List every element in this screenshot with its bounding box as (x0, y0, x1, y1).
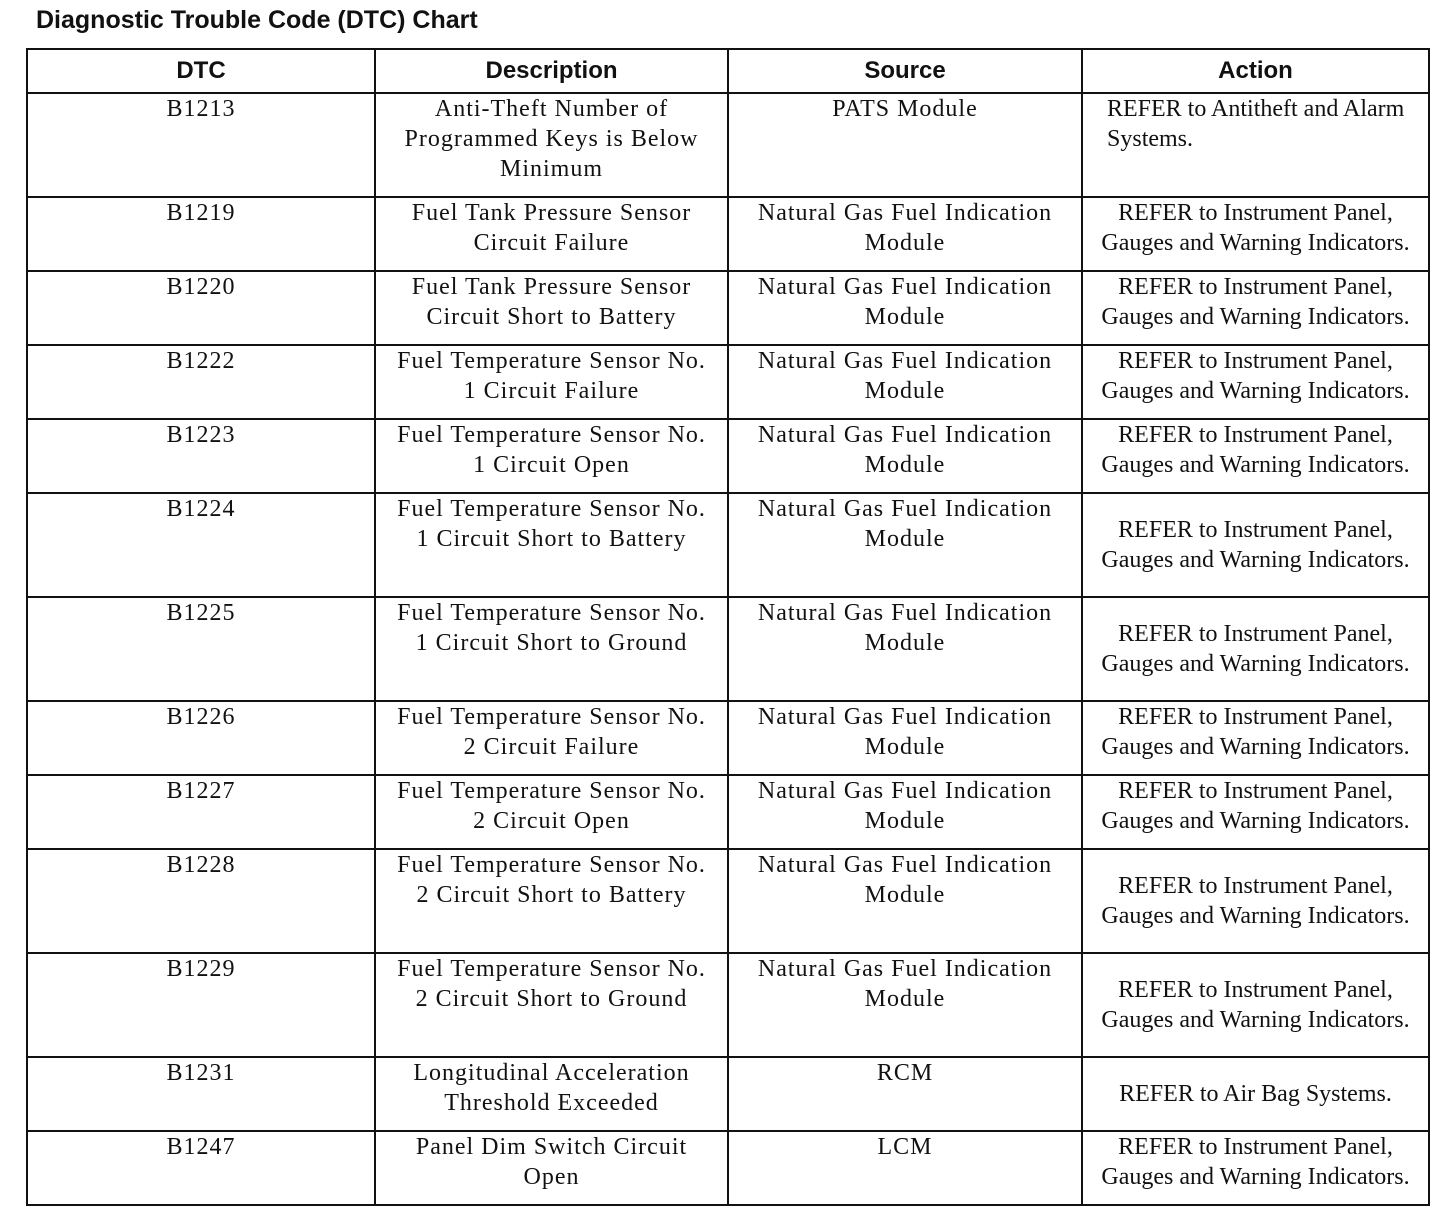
description-text: Fuel Temperature Sensor No. 1 Circuit Open (397, 422, 706, 478)
source-text: Natural Gas Fuel Indication Module (757, 422, 1053, 478)
action-text: REFER to Air Bag Systems. (1119, 1081, 1392, 1107)
dtc-action (1082, 345, 1429, 419)
description-text: Longitudinal Acceleration Threshold Exceeded (413, 1060, 690, 1116)
column-header-source: Source (728, 49, 1082, 93)
source-text: Natural Gas Fuel Indication Module (757, 956, 1053, 1012)
dtc-description (375, 93, 728, 197)
source-text: Natural Gas Fuel Indication Module (757, 778, 1053, 834)
source-text: PATS Module (832, 96, 978, 122)
source-text: LCM (877, 1134, 933, 1160)
dtc-description (375, 197, 728, 271)
dtc-action (1082, 701, 1429, 775)
dtc-source (728, 701, 1082, 775)
description-text: Fuel Temperature Sensor No. 2 Circuit Failure (397, 704, 706, 760)
source-text: Natural Gas Fuel Indication Module (757, 274, 1053, 330)
description-text: Anti-Theft Number of Programmed Keys is Below Minimum (404, 96, 699, 182)
dtc-source (728, 1131, 1082, 1205)
dtc-source (728, 775, 1082, 849)
source-text: Natural Gas Fuel Indication Module (757, 704, 1053, 760)
page-title: Diagnostic Trouble Code (DTC) Chart (36, 6, 478, 34)
dtc-source (728, 1057, 1082, 1131)
description-text: Fuel Tank Pressure Sensor Circuit Failure (411, 200, 692, 256)
dtc-source (728, 597, 1082, 701)
action-text: REFER to Instrument Panel, Gauges and Warning Indicators. (1101, 977, 1410, 1033)
table-row (27, 1057, 1429, 1131)
dtc-action (1082, 197, 1429, 271)
dtc-source (728, 419, 1082, 493)
dtc-action (1082, 271, 1429, 345)
action-text: REFER to Instrument Panel, Gauges and Warning Indicators. (1101, 274, 1410, 330)
dtc-source (728, 493, 1082, 597)
dtc-code: B1223 (27, 419, 375, 493)
table-row (27, 493, 1429, 597)
dtc-description (375, 345, 728, 419)
dtc-action (1082, 93, 1429, 197)
dtc-description (375, 271, 728, 345)
description-text: Panel Dim Switch Circuit Open (415, 1134, 688, 1190)
dtc-source (728, 197, 1082, 271)
dtc-code: B1231 (27, 1057, 375, 1131)
description-text: Fuel Temperature Sensor No. 1 Circuit Short to Ground (397, 600, 706, 656)
dtc-source (728, 271, 1082, 345)
dtc-description (375, 849, 728, 953)
table-row (27, 701, 1429, 775)
dtc-action (1082, 849, 1429, 953)
source-text: Natural Gas Fuel Indication Module (757, 600, 1053, 656)
description-text: Fuel Temperature Sensor No. 1 Circuit Failure (397, 348, 706, 404)
dtc-description (375, 953, 728, 1057)
table-row (27, 775, 1429, 849)
table-row (27, 93, 1429, 197)
action-text: REFER to Instrument Panel, Gauges and Warning Indicators. (1101, 422, 1410, 478)
dtc-description (375, 1131, 728, 1205)
table-row (27, 271, 1429, 345)
dtc-action (1082, 775, 1429, 849)
dtc-code: B1213 (27, 93, 375, 197)
source-text: Natural Gas Fuel Indication Module (757, 348, 1053, 404)
dtc-description (375, 419, 728, 493)
column-header-dtc: DTC (27, 49, 375, 93)
table-row (27, 953, 1429, 1057)
table-row (27, 597, 1429, 701)
description-text: Fuel Temperature Sensor No. 2 Circuit Short to Ground (397, 956, 706, 1012)
dtc-action (1082, 953, 1429, 1057)
dtc-description (375, 1057, 728, 1131)
dtc-code: B1222 (27, 345, 375, 419)
dtc-source (728, 345, 1082, 419)
column-header-action: Action (1082, 49, 1429, 93)
action-text: REFER to Instrument Panel, Gauges and Warning Indicators. (1101, 200, 1410, 256)
dtc-code: B1226 (27, 701, 375, 775)
dtc-code: B1219 (27, 197, 375, 271)
dtc-action (1082, 419, 1429, 493)
dtc-description (375, 775, 728, 849)
source-text: Natural Gas Fuel Indication Module (757, 200, 1053, 256)
table-row (27, 1131, 1429, 1205)
table-header-row (27, 49, 1429, 93)
dtc-table (26, 48, 1430, 1206)
dtc-source (728, 849, 1082, 953)
source-text: Natural Gas Fuel Indication Module (757, 496, 1053, 552)
dtc-description (375, 597, 728, 701)
action-text: REFER to Instrument Panel, Gauges and Warning Indicators. (1101, 873, 1410, 929)
table-row (27, 419, 1429, 493)
dtc-code: B1229 (27, 953, 375, 1057)
action-text: REFER to Instrument Panel, Gauges and Warning Indicators. (1101, 778, 1410, 834)
action-text: REFER to Instrument Panel, Gauges and Warning Indicators. (1101, 621, 1410, 677)
table-row (27, 345, 1429, 419)
action-text: REFER to Antitheft and Alarm Systems. (1107, 96, 1405, 152)
dtc-action (1082, 1131, 1429, 1205)
dtc-source (728, 93, 1082, 197)
description-text: Fuel Tank Pressure Sensor Circuit Short to Battery (411, 274, 692, 330)
dtc-action (1082, 493, 1429, 597)
dtc-code: B1227 (27, 775, 375, 849)
dtc-source (728, 953, 1082, 1057)
dtc-code: B1247 (27, 1131, 375, 1205)
dtc-code: B1228 (27, 849, 375, 953)
table-row (27, 197, 1429, 271)
column-header-description: Description (375, 49, 728, 93)
description-text: Fuel Temperature Sensor No. 2 Circuit Short to Battery (397, 852, 706, 908)
dtc-action (1082, 1057, 1429, 1131)
description-text: Fuel Temperature Sensor No. 2 Circuit Open (397, 778, 706, 834)
action-text: REFER to Instrument Panel, Gauges and Warning Indicators. (1101, 704, 1410, 760)
dtc-code: B1224 (27, 493, 375, 597)
dtc-action (1082, 597, 1429, 701)
description-text: Fuel Temperature Sensor No. 1 Circuit Short to Battery (397, 496, 706, 552)
source-text: Natural Gas Fuel Indication Module (757, 852, 1053, 908)
action-text: REFER to Instrument Panel, Gauges and Warning Indicators. (1101, 348, 1410, 404)
dtc-code: B1225 (27, 597, 375, 701)
source-text: RCM (876, 1060, 934, 1086)
dtc-code: B1220 (27, 271, 375, 345)
action-text: REFER to Instrument Panel, Gauges and Warning Indicators. (1101, 517, 1410, 573)
table-row (27, 849, 1429, 953)
dtc-description (375, 701, 728, 775)
action-text: REFER to Instrument Panel, Gauges and Warning Indicators. (1101, 1134, 1410, 1190)
dtc-description (375, 493, 728, 597)
